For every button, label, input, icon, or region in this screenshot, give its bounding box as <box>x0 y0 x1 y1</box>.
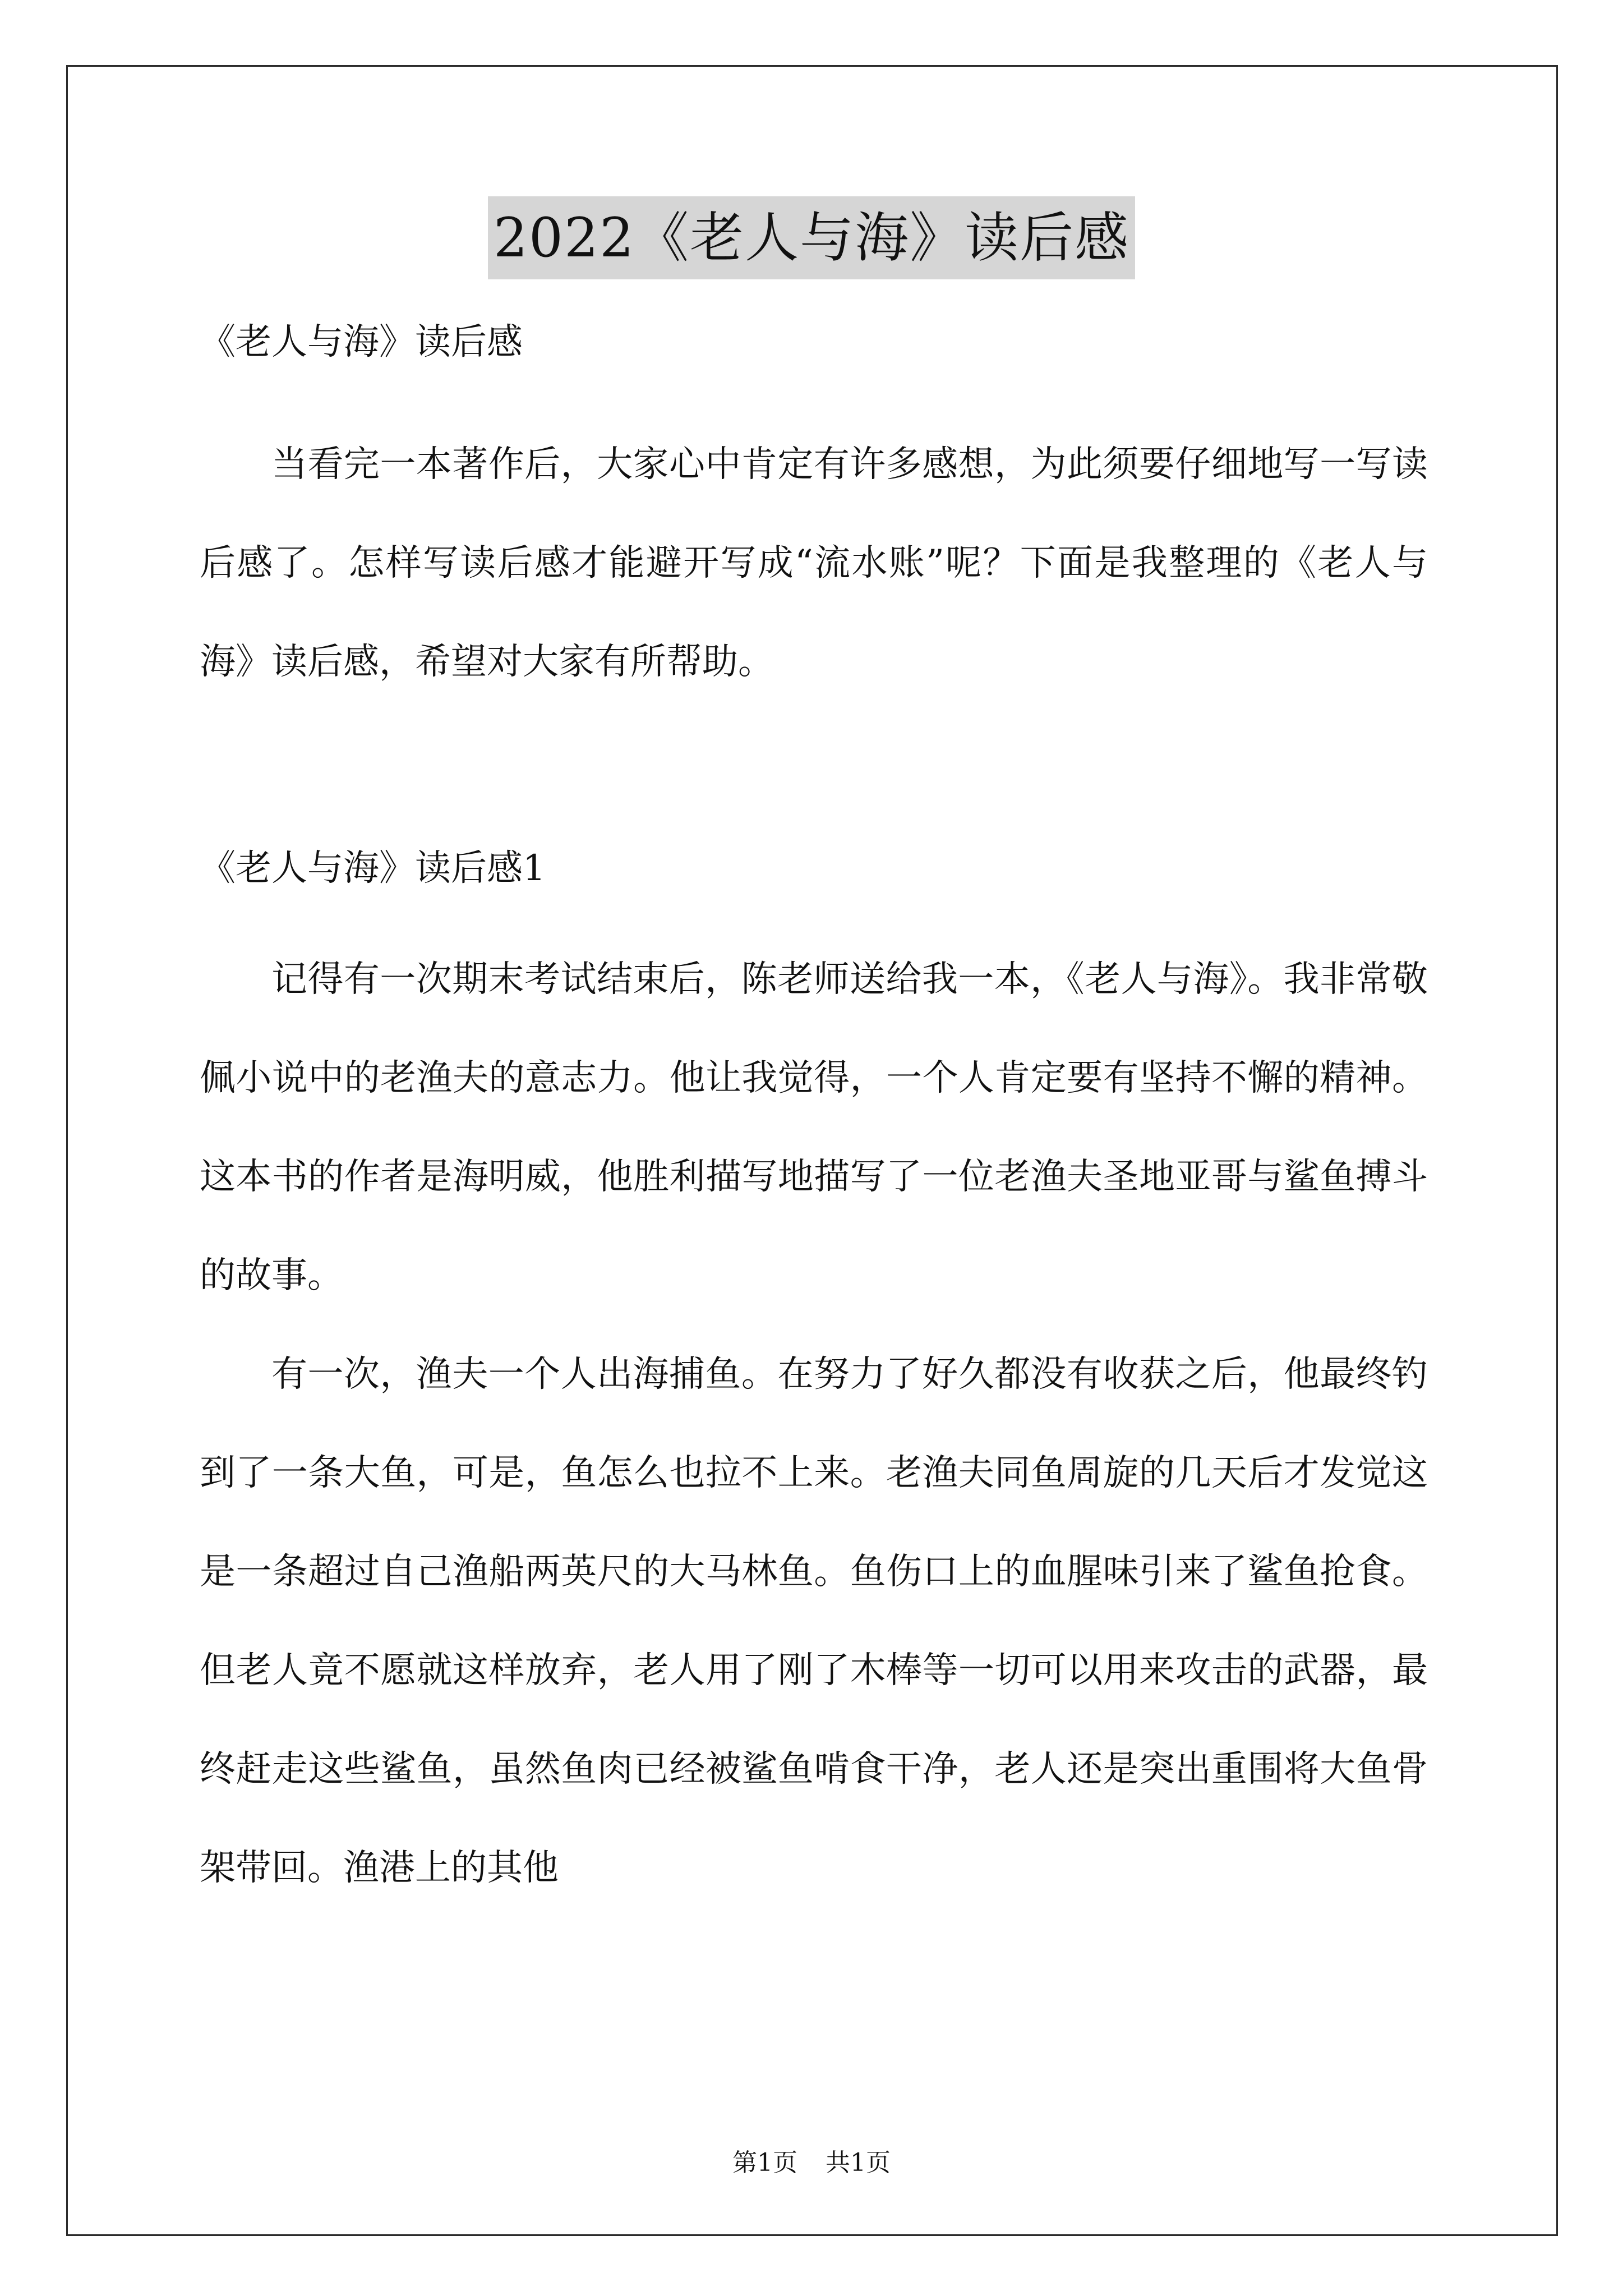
section1-paragraph-2: 有一次，渔夫一个人出海捕鱼。在努力了好久都没有收获之后，他最终钓到了一条大鱼，可是，鱼怎么也拉不上来。老渔夫同鱼周旋的几天后才发觉这是一条超过自己渔船两英尺的大马林鱼。鱼伤口上的血腥味引来了鲨鱼抢食。但老人竟不愿就这样放弃，老人用了刚了木棒等一切可以用来攻击的武器，最终赶走这些鲨鱼，虽然鱼肉已经被鲨鱼啃食干净，老人还是突出重围将大鱼骨架带回。渔港上的其他 <box>200 1354 1428 1889</box>
section1-heading: 《老人与海》读后感1 <box>200 848 546 889</box>
page-number-total: 共1页 <box>826 2148 891 2177</box>
page-footer <box>0 2146 1623 2180</box>
intro-heading: 《老人与海》读后感 <box>200 321 523 363</box>
page-number-current: 第1页 <box>732 2148 797 2177</box>
section1-paragraph-1: 记得有一次期末考试结束后，陈老师送给我一本，《老人与海》。我非常敬佩小说中的老渔夫的意志力。他让我觉得，一个人肯定要有坚持不懈的精神。这本书的作者是海明威，他胜利描写地描写了一位老渔夫圣地亚哥与鲨鱼搏斗的故事。 <box>200 959 1428 1296</box>
document-body <box>200 303 1428 1917</box>
intro-paragraph: 当看完一本著作后，大家心中肯定有许多感想，为此须要仔细地写一写读后感了。怎样写读后感才能避开写成“流水账”呢？下面是我整理的《老人与海》读后感，希望对大家有所帮助。 <box>200 444 1428 683</box>
title-container <box>0 196 1623 279</box>
document-title: 2022《老人与海》读后感 <box>488 196 1135 279</box>
